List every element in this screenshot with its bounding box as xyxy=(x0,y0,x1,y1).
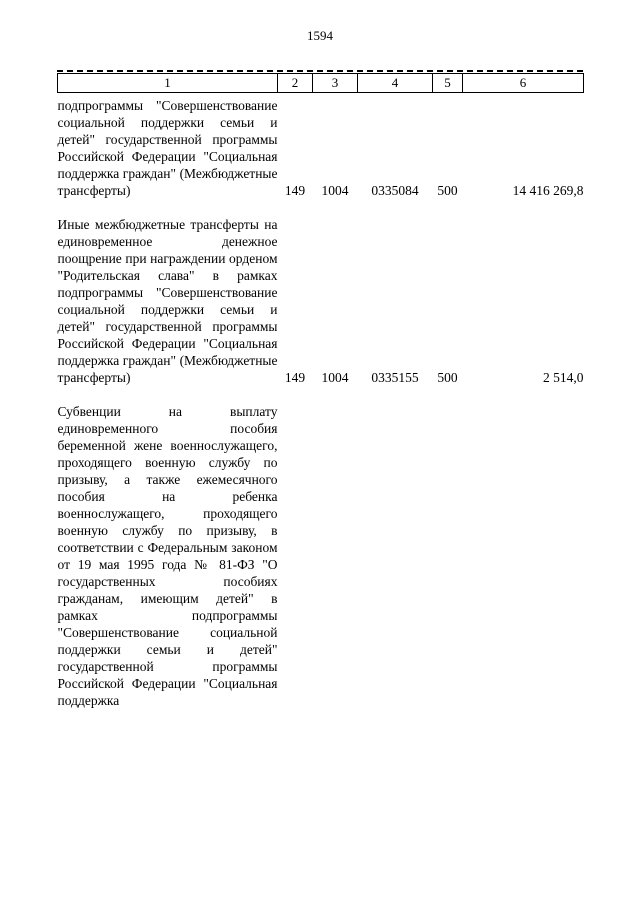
row-amount: 14 416 269,8 xyxy=(512,183,584,198)
table-header-row xyxy=(58,74,584,93)
header-col-6: 6 xyxy=(463,74,584,93)
row-code-section xyxy=(313,386,358,709)
table-continuation-dashed-rule xyxy=(57,70,583,72)
header-col-5: 5 xyxy=(433,74,463,93)
budget-table-container xyxy=(57,70,583,709)
row-code-type: 500 xyxy=(437,183,458,198)
row-description: подпрограммы "Совершенствование социальной поддержки семьи и детей" государственной программы Российской Федерации "Социальная поддержка граждан" (Межбюджетные трансферты) xyxy=(57,98,278,198)
row-code-target xyxy=(358,386,433,709)
row-code-grbs: 149 xyxy=(284,183,306,198)
header-col-2: 2 xyxy=(278,74,313,93)
budget-table xyxy=(57,73,584,709)
table-row xyxy=(58,93,584,200)
row-code-grbs xyxy=(278,386,313,709)
page-number: 1594 xyxy=(307,28,333,43)
table-row xyxy=(58,199,584,386)
row-description: Субвенции на выплату единовременного пособия беременной жене военнослужащего, проходящего военную службу по призыву, а также ежемесячного пособия на ребенка военнослужащего, проходящего военную службу по призыву, в соответствии с Федеральным законом от 19 мая 1995 года № 81-ФЗ "О государственных пособиях гражданам, имеющим детей" в рамках подпрограммы "Совершенствование социальной поддержки семьи и детей" государственной программы Российской Федерации "Социальная поддержка xyxy=(57,404,278,708)
row-code-grbs: 149 xyxy=(284,370,306,385)
row-amount: 2 514,0 xyxy=(543,370,584,385)
row-code-section: 1004 xyxy=(321,183,349,198)
row-code-target: 0335084 xyxy=(371,183,419,198)
header-col-3: 3 xyxy=(313,74,358,93)
row-code-section: 1004 xyxy=(321,370,349,385)
header-col-4: 4 xyxy=(358,74,433,93)
row-code-type: 500 xyxy=(437,370,458,385)
header-col-1: 1 xyxy=(58,74,278,93)
table-row xyxy=(58,386,584,709)
row-code-target: 0335155 xyxy=(371,370,419,385)
row-amount xyxy=(463,386,584,709)
row-description: Иные межбюджетные трансферты на единовременное денежное поощрение при награждении орденом "Родительская слава" в рамках подпрограммы "Совершенствование социальной поддержки семьи и детей" государственной программы Российской Федерации "Социальная поддержка граждан" (Межбюджетные трансферты) xyxy=(57,217,278,385)
row-code-type xyxy=(433,386,463,709)
